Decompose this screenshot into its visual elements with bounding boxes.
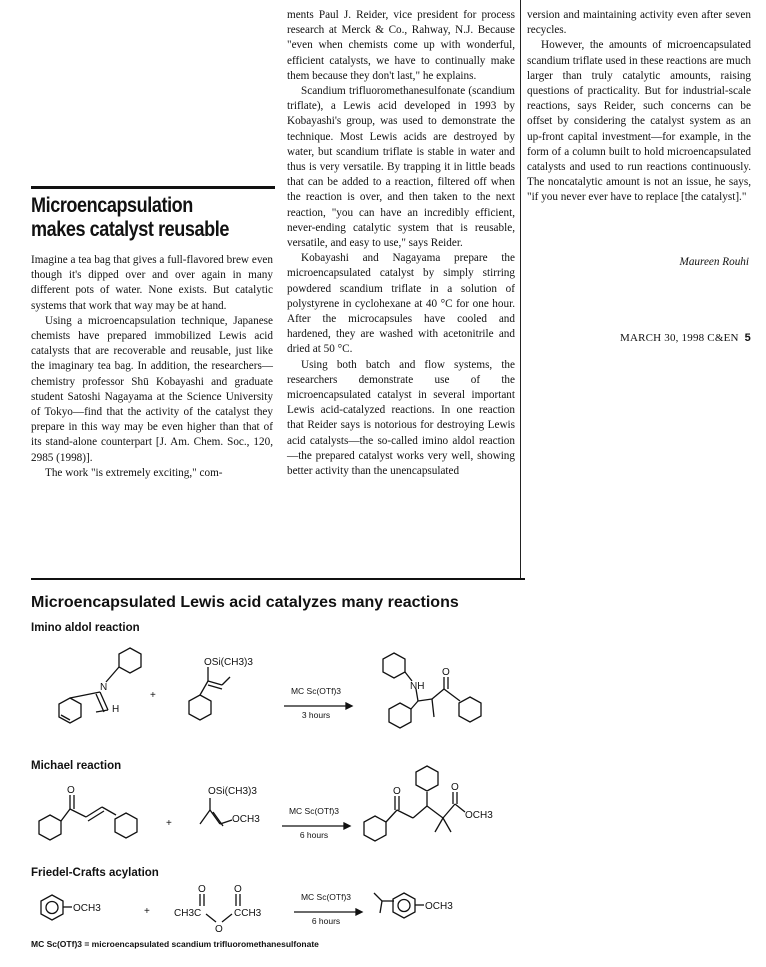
page-number: 5	[744, 332, 751, 344]
imine-structure	[30, 640, 140, 732]
headline-rule	[31, 186, 275, 189]
figure-footnote: MC Sc(OTf)3 = microencapsulated scandium trifluoromethanesulfonate	[31, 939, 319, 949]
methoxyacetophenone-structure	[370, 885, 510, 925]
imine-n-label: N	[100, 682, 108, 693]
plus-sign: +	[150, 690, 156, 701]
catalyst-label: MC Sc(OTf)3	[300, 892, 352, 902]
paragraph: Scandium trifluoromethanesulfonate (scandium triflate), a Lewis acid developed in 1993 by Kobayashi's group, was used to demonstrate the technique. Most Lewis acids are destroyed by water, but scandium triflate is stable in water and thus is very versatile. By trapping it in little beads that can be added to a reaction, filtered off when the reaction is over, and then taken to the next reaction, "you can have an incredibly efficient, never-ending catalytic system that is reusable, versatile, and easy to use," says Reider.	[287, 85, 515, 250]
ester-ome-label: OCH3	[465, 810, 493, 821]
chalcone-o-label: O	[67, 785, 75, 796]
time-label: 3 hours	[301, 710, 331, 720]
plus-sign: +	[144, 906, 150, 917]
page-folio	[527, 332, 751, 344]
adduct-ketone-o: O	[393, 786, 401, 797]
anh-o-right: O	[234, 884, 242, 895]
reaction-title: Michael reaction	[31, 760, 122, 772]
paragraph: ments Paul J. Reider, vice president for process research at Merck & Co., Rahway, N.J. Because "even when chemists come up with wonderful, efficient catalysts, we have to continually make them because they don't last," he explains.	[287, 9, 515, 82]
reaction-title: Imino aldol reaction	[31, 622, 140, 634]
headline-line-2: makes catalyst reusable	[31, 218, 229, 241]
imine-h-label: H	[112, 704, 120, 715]
time-label: 6 hours	[311, 916, 341, 926]
paragraph: However, the amounts of microencapsulated scandium triflate used in these reactions are much larger than truly catalytic amounts, raising questions of practicality. But for industrial-scale reactions, says Reider, such concerns can be offset by considering the catalyst system as an up-front capital investment—for example, in the form of a column built to hold microencapsulated catalysts and used to run reactions continuously. The noncatalytic amount is not an issue, he says, "if you never ever have to replace [the catalyst]."	[527, 39, 751, 204]
anh-left-label: CH3C	[174, 908, 202, 919]
methoxy-label: OCH3	[232, 814, 260, 825]
catalyst-label: MC Sc(OTf)3	[288, 806, 340, 816]
silyl-label: OSi(CH3)3	[204, 657, 253, 668]
figure-rule	[31, 578, 525, 580]
folio-date: MARCH 30, 1998 C&EN	[619, 332, 739, 344]
catalyst-label: MC Sc(OTf)3	[290, 686, 342, 696]
paragraph: Using both batch and flow systems, the researchers demonstrate use of the microencapsulated catalyst in several important Lewis acid-catalyzed reactions. In one reaction that Reider says is notorious for destroying Lewis acid catalysts—the so-called imino aldol reaction—the prepared catalyst works very well, showing better activity than the unencapsulated	[287, 358, 515, 478]
silyl-enol-ether-structure	[170, 655, 280, 725]
product-ome-label: OCH3	[425, 901, 453, 912]
column-divider	[520, 0, 521, 580]
column-1	[31, 253, 273, 481]
author-signature: Maureen Rouhi	[679, 256, 749, 268]
nh-label: NH	[410, 681, 425, 692]
anh-right-label: CCH3	[234, 908, 262, 919]
anh-o-left: O	[198, 884, 206, 895]
ester-o-label: O	[451, 782, 459, 793]
column-3	[527, 8, 751, 206]
silyl-label: OSi(CH3)3	[208, 786, 257, 797]
time-label: 6 hours	[299, 830, 329, 840]
article-headline	[31, 194, 246, 242]
anisole-label: OCH3	[73, 903, 101, 914]
paragraph: Imagine a tea bag that gives a full-flavored brew even though it's dipped over and over again in many different pots of water. None exists. But catalytic systems that work that way may be at hand.	[31, 254, 273, 312]
anisole-structure	[36, 893, 136, 933]
plus-sign: +	[166, 818, 172, 829]
michael-adduct-structure	[355, 760, 515, 850]
reaction-title: Friedel-Crafts acylation	[31, 867, 159, 879]
paragraph: version and maintaining activity even after seven recycles.	[527, 9, 751, 37]
figure-title: Microencapsulated Lewis acid catalyzes many reactions	[31, 594, 459, 611]
acetic-anhydride-structure	[172, 880, 292, 940]
anh-bridge-o: O	[215, 924, 223, 935]
paragraph: The work "is extremely exciting," com-	[45, 466, 223, 479]
column-2	[287, 8, 515, 479]
ketene-acetal-structure	[180, 780, 280, 840]
chalcone-structure	[30, 775, 160, 845]
paragraph: Kobayashi and Nagayama prepare the microencapsulated catalyst by simply stirring powdered scandium triflate in a solution of polystyrene in cyclohexane at 40 °C for one hour. After the microcapsules have cooled and hardened, they are washed with acetonitrile and dried at 50 °C.	[287, 252, 515, 356]
ketone-o-label: O	[442, 667, 450, 678]
headline-line-1: Microencapsulation	[31, 194, 193, 217]
beta-amino-ketone-structure	[360, 645, 520, 735]
paragraph: Using a microencapsulation technique, Japanese chemists have prepared immobilized Lewis acid catalysts that are recoverable and reusable, just like the imaginary tea bag. In addition, the researchers—chemistry professor Shū Kobayashi and graduate student Satoshi Nagayama at the Science University of Tokyo—find that the activity of the catalyst they prepare in this way may be even higher than that of its stand-alone counterpart [J. Am. Chem. Soc., 120, 2985 (1998)].	[31, 314, 273, 464]
